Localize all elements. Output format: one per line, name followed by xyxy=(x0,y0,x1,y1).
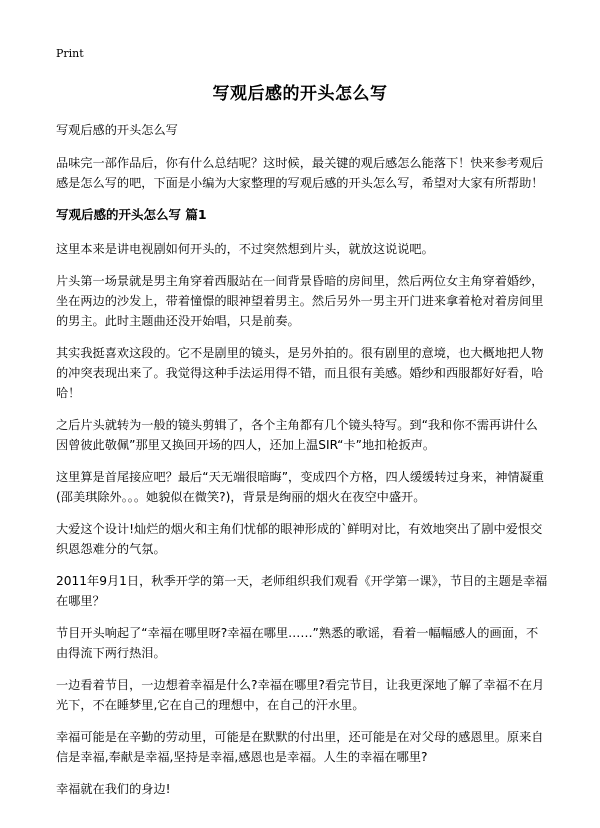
section-heading: 写观后感的开头怎么写 篇1 xyxy=(56,207,207,222)
page-title: 写观后感的开头怎么写 xyxy=(212,84,388,104)
paragraph: 大爱这个设计!灿烂的烟火和主角们忧郁的眼神形成的`鲜明对比，有效地突出了剧中爱恨交织恩怨难分的气氛。 xyxy=(56,522,543,556)
print-link[interactable]: Print xyxy=(56,47,84,60)
paragraph: 2011年9月1日，秋季开学的第一天，老师组织我们观看《开学第一课》，节目的主题是幸福在哪里？ xyxy=(56,574,548,608)
paragraph: 一边看着节目，一边想着幸福是什么?幸福在哪里?看完节目，让我更深地了解了幸福不在月光下，不在睡梦里,它在自己的理想中，在自己的汗水里。 xyxy=(56,678,545,712)
paragraph: 节目开头响起了“幸福在哪里呀?幸福在哪里……”熟悉的歌谣，看着一幅幅感人的画面，不由得流下两行热泪。 xyxy=(56,626,539,660)
paragraph: 之后片头就转为一般的镜头剪辑了，各个主角都有几个镜头特写。到“我和你不需再讲什么因曾彼此敬佩”那里又换回开场的四人，还加上温SIR“卡”地扣枪扳声。 xyxy=(56,418,538,452)
article-body xyxy=(56,120,548,811)
paragraph: 这里本来是讲电视剧如何开头的，不过突然想到片头，就放这说说吧。 xyxy=(56,242,434,256)
intro-paragraph: 品味完一部作品后，你有什么总结呢？这时候，最关键的观后感怎么能落下！快来参考观后感是怎么写的吧，下面是小编为大家整理的写观后感的开头怎么写，希望对大家有所帮助！ xyxy=(56,156,544,190)
article-subtitle: 写观后感的开头怎么写 xyxy=(56,123,178,137)
paragraph: 其实我挺喜欢这段的。它不是剧里的镜头，是另外拍的。很有剧里的意境，也大概地把人物的冲突表现出来了。我觉得这种手法运用得不错，而且很有美感。婚纱和西服都好好看，哈哈！ xyxy=(56,346,544,400)
paragraph: 这里算是首尾接应吧？最后“天无端很暗晦”，变成四个方格，四人缓缓转过身来，神情凝重(邵美琪除外。。。她貌似在微笑?)，背景是绚丽的烟火在夜空中盛开。 xyxy=(56,470,544,504)
paragraph: 幸福就在我们的身边! xyxy=(56,782,171,796)
paragraph: 片头第一场景就是男主角穿着西服站在一间背景昏暗的房间里，然后两位女主角穿着婚纱，坐在两边的沙发上，带着憧憬的眼神望着男主。然后另外一男主开门进来拿着枪对着房间里的男主。此时主题曲还没开始唱，只是前奏。 xyxy=(56,274,544,328)
paragraph: 幸福可能是在辛勤的劳动里，可能是在默默的付出里，还可能是在对父母的感恩里。原来自信是幸福,奉献是幸福,坚持是幸福,感恩也是幸福。人生的幸福在哪里? xyxy=(56,730,544,764)
